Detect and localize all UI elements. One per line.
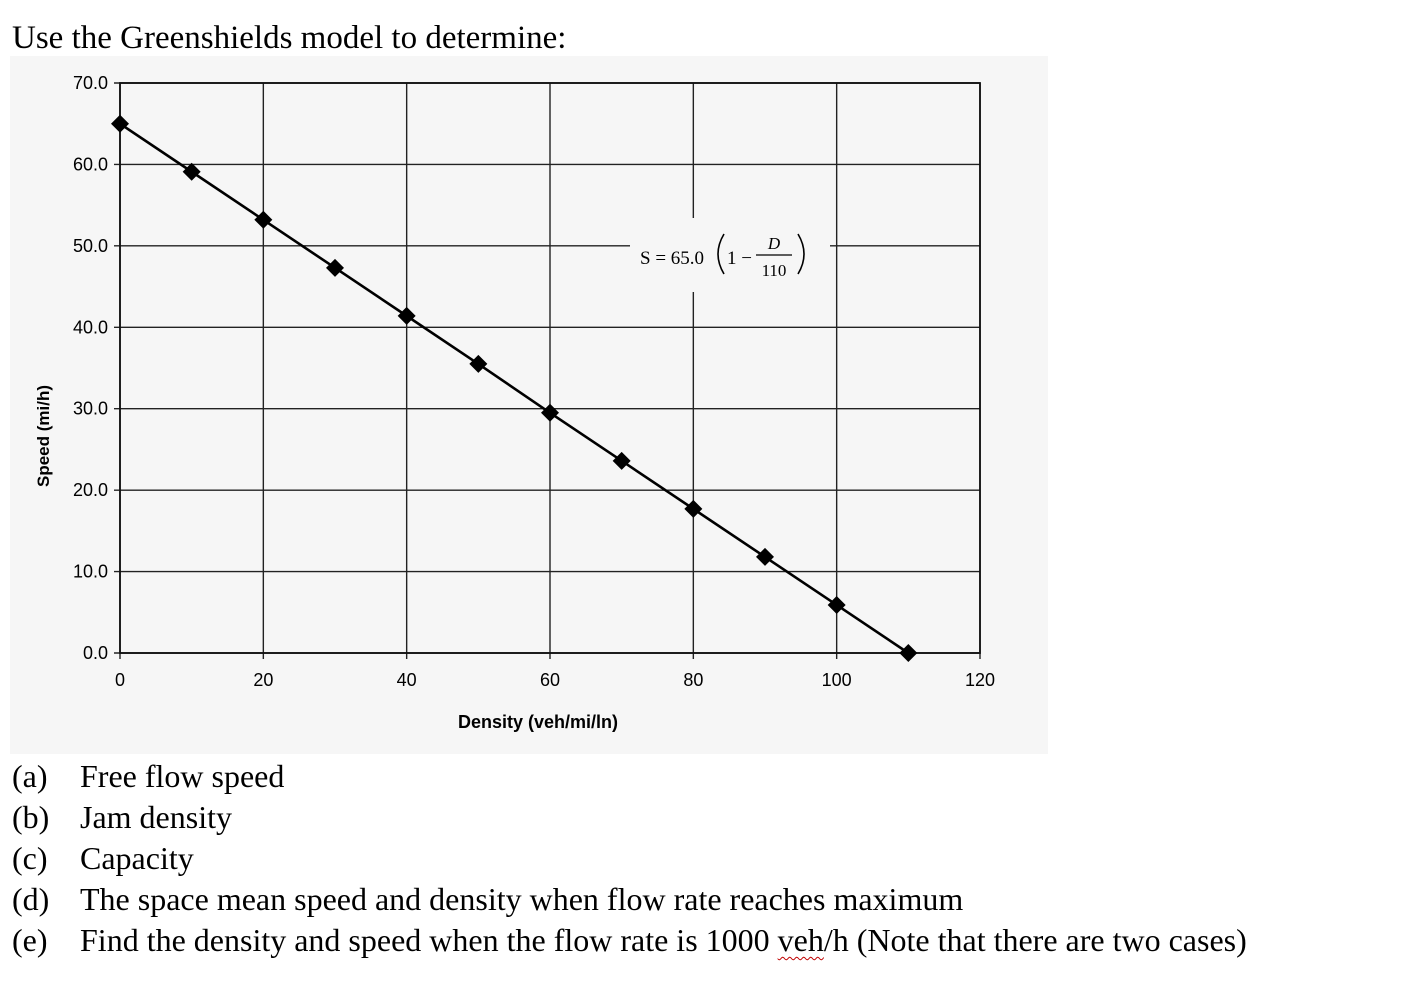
x-tick-label: 120 <box>964 670 996 690</box>
question-text: Jam density <box>80 799 232 835</box>
question-marker: (a) <box>12 758 48 794</box>
y-tick-label: 60.0 <box>72 154 108 175</box>
data-point <box>326 259 344 277</box>
series-line <box>120 124 908 653</box>
data-point <box>254 211 272 229</box>
question-e <box>12 920 1247 961</box>
x-axis-label: Density (veh/mi/ln) <box>457 712 619 732</box>
chart-svg <box>10 56 1048 754</box>
data-point <box>398 307 416 325</box>
y-tick-label: 10.0 <box>72 561 108 582</box>
data-point <box>684 500 702 518</box>
y-tick-label: 20.0 <box>72 480 108 501</box>
question-b <box>12 797 1247 838</box>
question-c <box>12 838 1247 879</box>
annotation-prefix: S = 65.0 <box>640 248 705 269</box>
question-marker: (e) <box>12 922 48 958</box>
data-point <box>899 644 917 662</box>
data-series <box>111 115 917 662</box>
question-text: The space mean speed and density when flow rate reaches maximum <box>80 881 964 917</box>
data-point <box>111 115 129 133</box>
y-tick-label: 70.0 <box>72 73 108 93</box>
question-list <box>12 756 1247 961</box>
question-marker: (b) <box>12 799 50 835</box>
x-tick-label: 20 <box>253 670 274 690</box>
intro-text: Use the Greenshields model to determine: <box>12 20 567 56</box>
y-tick-label: 40.0 <box>72 317 108 338</box>
y-axis-label: Speed (mi/h) <box>34 384 53 488</box>
annotation-one-minus: 1 − <box>727 248 752 269</box>
y-tick-label: 0.0 <box>82 643 108 663</box>
data-point <box>469 355 487 373</box>
question-d <box>12 879 1247 920</box>
question-marker: (d) <box>12 881 50 917</box>
question-a <box>12 756 1247 797</box>
x-tick-labels <box>115 670 995 690</box>
annotation-numerator: D <box>767 234 781 253</box>
grid-lines <box>114 83 980 659</box>
x-tick-label: 0 <box>114 670 126 690</box>
data-point <box>828 596 846 614</box>
question-text: /h (Note that there are two cases) <box>823 922 1247 958</box>
x-tick-label: 40 <box>396 670 417 690</box>
speed-density-chart <box>10 56 1048 754</box>
data-point <box>541 404 559 422</box>
question-text: Free flow speed <box>80 758 285 794</box>
question-text: Capacity <box>80 840 194 876</box>
y-tick-label: 50.0 <box>72 235 108 256</box>
question-marker: (c) <box>12 840 48 876</box>
data-point <box>756 548 774 566</box>
x-tick-label: 60 <box>539 670 561 690</box>
x-tick-label: 100 <box>821 670 852 690</box>
equation-annotation <box>630 218 830 292</box>
y-tick-label: 30.0 <box>72 398 108 419</box>
data-point <box>613 452 631 470</box>
x-tick-label: 80 <box>683 670 704 690</box>
spellcheck-flagged-word: veh <box>777 922 824 958</box>
data-point <box>183 163 201 181</box>
annotation-denominator: 110 <box>761 261 787 280</box>
y-tick-labels <box>73 73 108 663</box>
question-text: Find the density and speed when the flow rate is 1000 <box>80 922 778 958</box>
